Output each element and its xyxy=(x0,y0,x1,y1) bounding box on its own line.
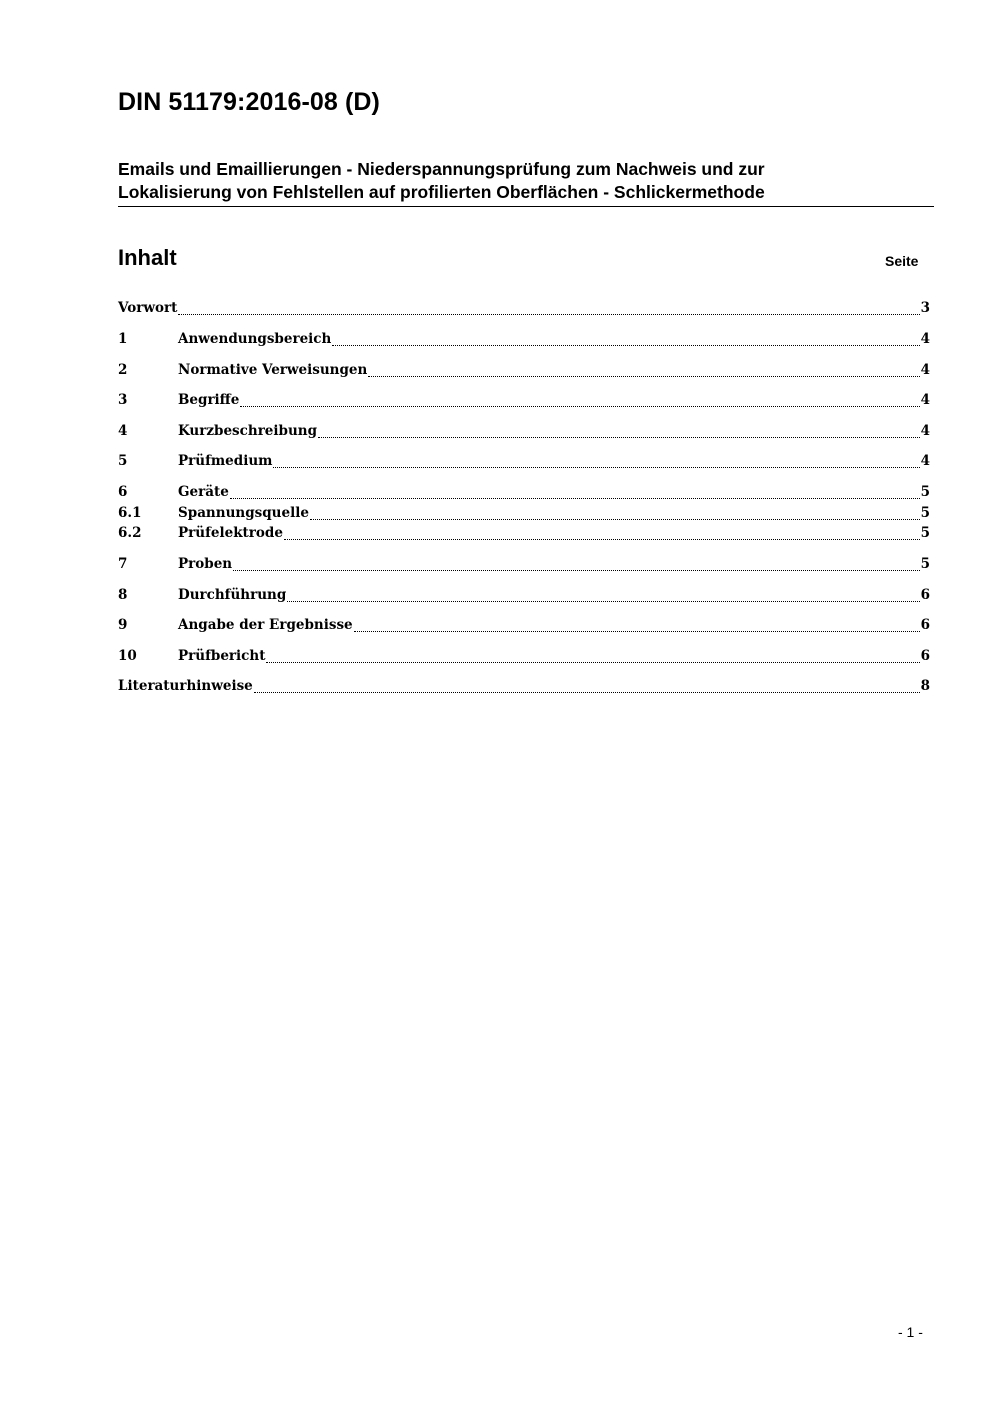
toc-entry-6-2[interactable] xyxy=(118,525,930,545)
toc-entry-number: 7 xyxy=(118,556,128,572)
toc-entry-title: Angabe der Ergebnisse xyxy=(178,617,353,633)
toc-entry-page: 4 xyxy=(920,331,930,347)
toc-entry-page: 4 xyxy=(920,423,930,439)
toc-entry-7[interactable] xyxy=(118,556,930,576)
toc-page-column-label: Seite xyxy=(885,253,919,269)
toc-entry-title: Literaturhinweise xyxy=(118,678,253,694)
toc-leader-dots xyxy=(368,375,919,377)
document-id: DIN 51179:2016-08 (D) xyxy=(118,88,380,116)
toc-leader-dots xyxy=(254,691,920,693)
toc-entry-5[interactable] xyxy=(118,453,930,473)
toc-entry-title: Prüfbericht xyxy=(178,648,266,664)
toc-leader-dots xyxy=(178,313,919,315)
toc-entry-page: 5 xyxy=(920,505,930,521)
toc-entry-number: 5 xyxy=(118,453,128,469)
toc-entry-page: 8 xyxy=(920,678,930,694)
toc-entry-page: 6 xyxy=(920,648,930,664)
toc-entry-2[interactable] xyxy=(118,362,930,382)
toc-leader-dots xyxy=(318,436,920,438)
toc-entry-10[interactable] xyxy=(118,648,930,668)
toc-entry-page: 6 xyxy=(920,587,930,603)
toc-entry-title: Kurzbeschreibung xyxy=(178,423,318,439)
toc-entry-title: Anwendungsbereich xyxy=(178,331,332,347)
toc-entry-page: 3 xyxy=(920,300,930,316)
toc-entry-literaturhinweise[interactable] xyxy=(118,678,930,698)
document-title xyxy=(118,158,934,207)
toc-entry-vorwort[interactable] xyxy=(118,300,930,320)
toc-heading: Inhalt xyxy=(118,245,177,270)
toc-leader-dots xyxy=(233,569,919,571)
toc-leader-dots xyxy=(240,405,919,407)
toc-entry-8[interactable] xyxy=(118,587,930,607)
toc-entry-title: Durchführung xyxy=(178,587,287,603)
toc-entry-title: Prüfmedium xyxy=(178,453,273,469)
toc-entry-1[interactable] xyxy=(118,331,930,351)
toc-leader-dots xyxy=(284,538,920,540)
toc-entry-6[interactable] xyxy=(118,484,930,504)
toc-entry-number: 4 xyxy=(118,423,128,439)
toc-entry-page: 5 xyxy=(920,525,930,541)
toc-leader-dots xyxy=(273,466,919,468)
toc-entry-title: Begriffe xyxy=(178,392,240,408)
document-title-line-2: Lokalisierung von Fehlstellen auf profilierten Oberflächen - Schlickermethode xyxy=(118,182,765,202)
toc-entry-title: Normative Verweisungen xyxy=(178,362,368,378)
toc-entry-number: 3 xyxy=(118,392,128,408)
toc-entry-3[interactable] xyxy=(118,392,930,412)
toc-entry-number: 9 xyxy=(118,617,128,633)
toc-entry-title: Spannungsquelle xyxy=(178,505,309,521)
toc-entry-6-1[interactable] xyxy=(118,505,930,525)
toc-leader-dots xyxy=(310,518,920,520)
toc-entry-page: 5 xyxy=(920,556,930,572)
toc-entry-page: 6 xyxy=(920,617,930,633)
document-title-line-1: Emails und Emaillierungen - Niederspannungsprüfung zum Nachweis und zur xyxy=(118,159,765,179)
toc-entry-4[interactable] xyxy=(118,423,930,443)
toc-entry-page: 5 xyxy=(920,484,930,500)
toc-entry-number: 6.2 xyxy=(118,525,142,541)
toc-entry-page: 4 xyxy=(920,362,930,378)
page-number: - 1 - xyxy=(898,1324,923,1340)
toc-entry-page: 4 xyxy=(920,392,930,408)
toc-entry-title: Proben xyxy=(178,556,233,572)
toc-entry-number: 8 xyxy=(118,587,128,603)
toc-leader-dots xyxy=(332,344,919,346)
toc-leader-dots xyxy=(230,497,920,499)
toc-leader-dots xyxy=(287,600,919,602)
toc-leader-dots xyxy=(266,661,919,663)
toc-entry-title: Prüfelektrode xyxy=(178,525,283,541)
toc-leader-dots xyxy=(354,630,920,632)
toc-entry-title: Geräte xyxy=(178,484,229,500)
toc-entry-number: 6.1 xyxy=(118,505,142,521)
toc-entry-9[interactable] xyxy=(118,617,930,637)
toc-entry-page: 4 xyxy=(920,453,930,469)
toc-entry-number: 1 xyxy=(118,331,128,347)
toc-entry-number: 10 xyxy=(118,648,137,664)
toc-entry-number: 2 xyxy=(118,362,128,378)
toc-entry-title: Vorwort xyxy=(118,300,178,316)
toc-entry-number: 6 xyxy=(118,484,128,500)
